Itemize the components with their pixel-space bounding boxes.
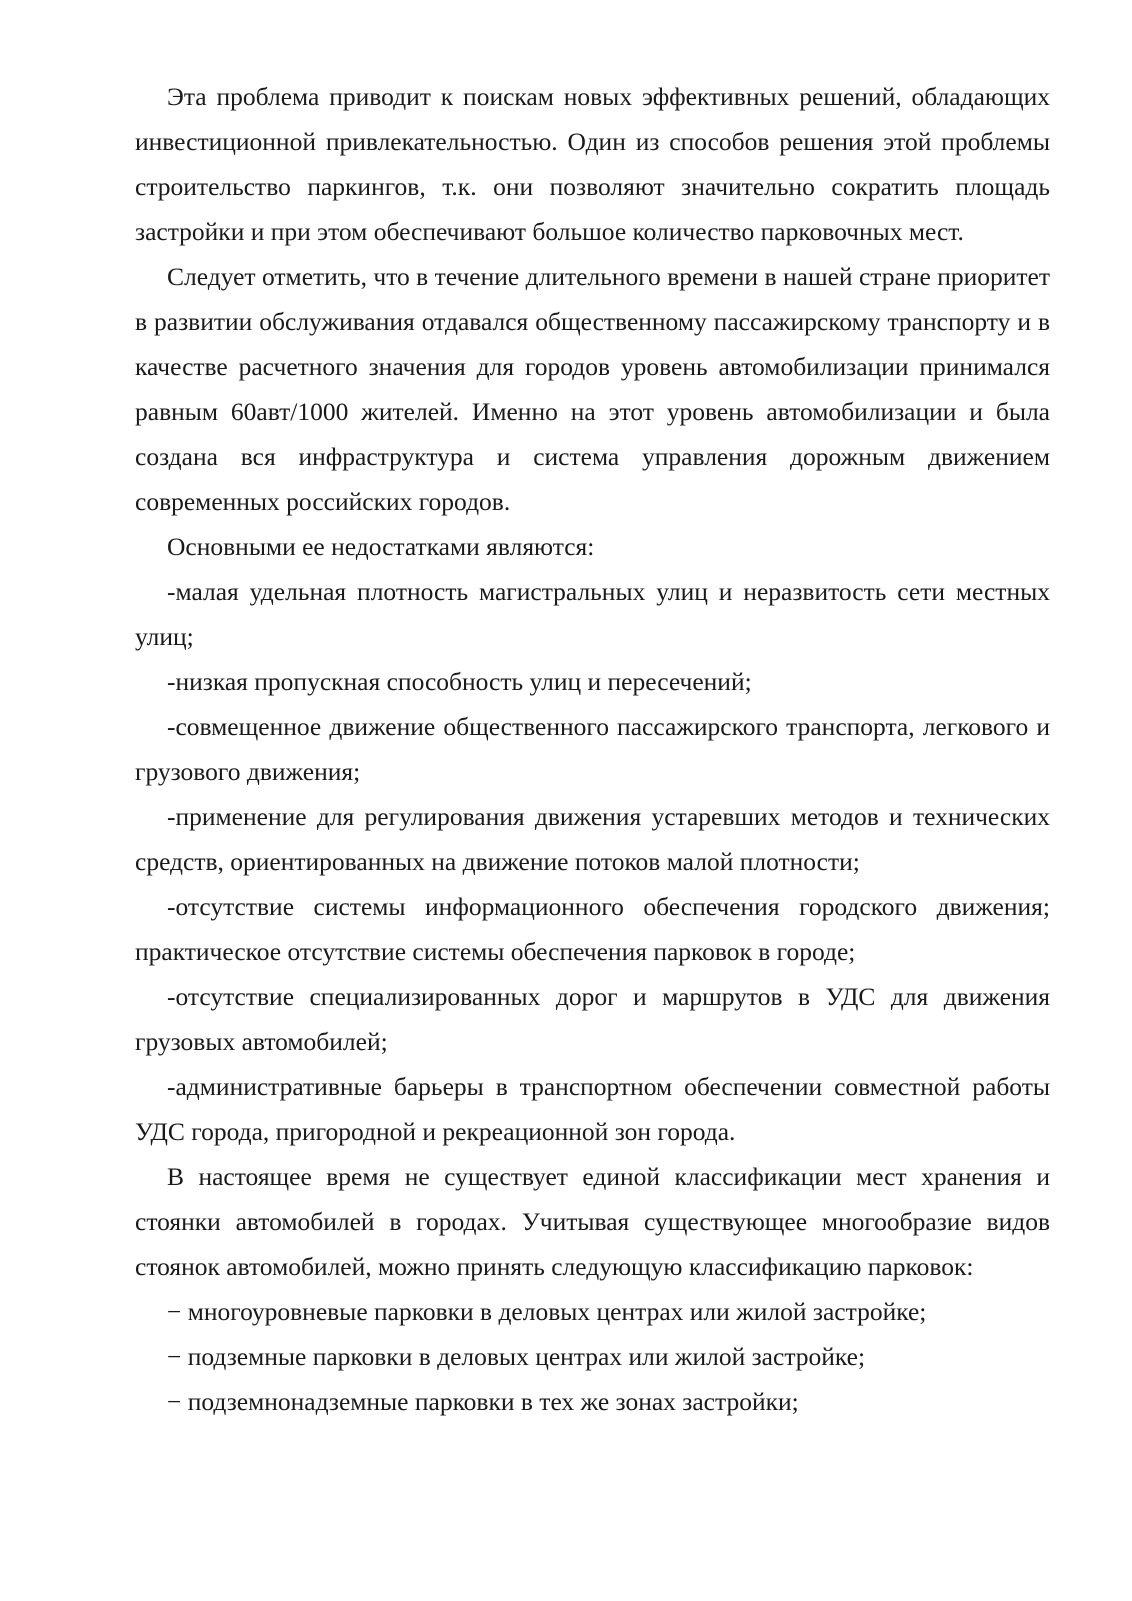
list-item-multilevel-parking: − многоуровневые парковки в деловых центрах или жилой застройке; [167,1297,927,1326]
paragraph-problem: Эта проблема приводит к поискам новых эффективных решений, обладающих инвестиционной привлекательностью. Один из способов решения этой проблемы строительство паркингов, т.к. они позволяют значительно сократить площадь застройки и при этом обеспечивают большое количество парковочных мест. [135,82,1050,246]
list-item-combined-traffic: -совмещенное движение общественного пассажирского транспорта, легкового и грузового движения; [135,712,1050,786]
list-item-outdated-methods: -применение для регулирования движения устаревших методов и технических средств, ориентированных на движение потоков малой плотности; [135,802,1050,876]
paragraph-classification: В настоящее время не существует единой классификации мест хранения и стоянки автомобилей в городах. Учитывая существующее многообразие видов стоянок автомобилей, можно принять следующую классификацию парковок: [135,1162,1050,1281]
list-item-street-density: -малая удельная плотность магистральных улиц и неразвитость сети местных улиц; [135,577,1050,651]
list-item-administrative-barriers: -административные барьеры в транспортном обеспечении совместной работы УДС города, пригородной и рекреационной зон города. [135,1072,1050,1146]
paragraph-priority: Следует отметить, что в течение длительного времени в нашей стране приоритет в развитии обслуживания отдавался общественному пассажирскому транспорту и в качестве расчетного значения для городов уровень автомобилизации принимался равным 60авт/1000 жителей. Именно на этот уровень автомобилизации и была создана вся инфраструктура и система управления дорожным движением современных российских городов. [135,262,1050,516]
document-page [135,74,1050,1424]
paragraph-shortcomings-intro: Основными ее недостатками являются: [167,532,595,561]
list-item-underground-overground-parking: − подземнонадземные парковки в тех же зонах застройки; [167,1387,799,1416]
list-item-capacity: -низкая пропускная способность улиц и пересечений; [167,667,752,696]
list-item-underground-parking: − подземные парковки в деловых центрах или жилой застройке; [167,1342,866,1371]
list-item-freight-routes: -отсутствие специализированных дорог и маршрутов в УДС для движения грузовых автомобилей; [135,982,1050,1056]
list-item-information-system: -отсутствие системы информационного обеспечения городского движения; практическое отсутствие системы обеспечения парковок в городе; [135,892,1050,966]
